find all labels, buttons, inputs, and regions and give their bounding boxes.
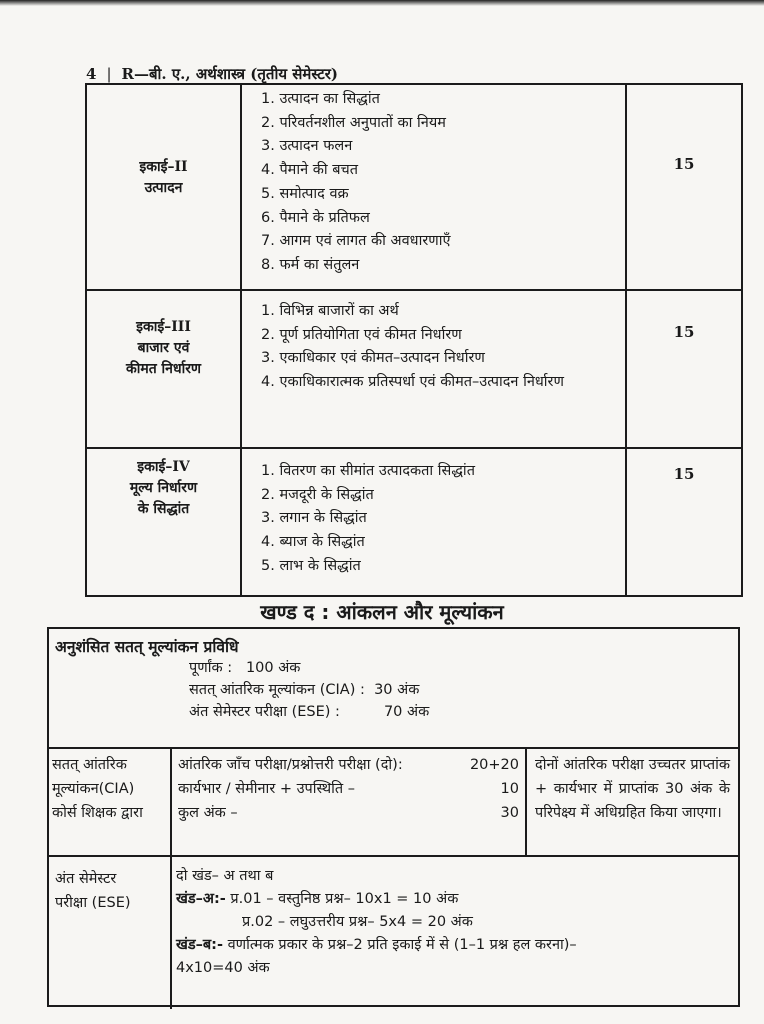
unit-credits: 15	[626, 448, 742, 596]
ese-details	[172, 857, 738, 1009]
cia-label-line: मूल्यांकन(CIA)	[52, 781, 135, 797]
assessment-title: अनुशंसित सतत् मूल्यांकन प्रविधि	[55, 638, 239, 656]
topic-item: 8. फर्म का संतुलन	[261, 256, 360, 273]
ese-line: प्र.02 – लघुउत्तरीय प्रश्न– 5x4 = 20 अंक	[242, 914, 473, 930]
cia-label	[49, 749, 172, 855]
unit-name-cell	[86, 448, 241, 596]
unit-number: इकाई–III	[136, 319, 191, 335]
marks-summary	[189, 657, 429, 723]
khand-b-text: वर्णात्मक प्रकार के प्रश्न–2 प्रति इकाई में से (1–1 प्रश्न हल करना)–	[227, 937, 577, 953]
khand-a-label: खंड–अ:-	[176, 891, 226, 907]
unit-title: के सिद्धांत	[137, 501, 190, 517]
ese-label-line: अंत सेमेस्टर	[55, 871, 117, 887]
cia-item-value: 30	[500, 805, 519, 821]
summary-value: 70 अंक	[383, 704, 430, 720]
summary-label: पूर्णांक :	[189, 660, 233, 676]
topic-item: 4. पैमाने की बचत	[261, 162, 359, 179]
unit-row-4	[86, 448, 742, 596]
cia-item	[178, 777, 519, 801]
unit-topics-cell	[241, 290, 626, 448]
unit-title: मूल्य निर्धारण	[129, 480, 198, 496]
ese-label	[49, 857, 172, 1009]
unit-name-cell	[86, 84, 241, 290]
ese-label-line: परीक्षा (ESE)	[55, 895, 131, 911]
summary-line	[189, 701, 429, 723]
page-edge-shadow	[0, 0, 764, 6]
cia-item-label: आंतरिक जाँच परीक्षा/प्रश्नोत्तरी परीक्षा (दो):	[178, 757, 403, 773]
cia-row	[49, 749, 738, 857]
unit-title: उत्पादन	[144, 180, 183, 196]
header-title: R—बी. ए., अर्थशास्त्र (तृतीय सेमेस्टर)	[121, 65, 339, 83]
topic-list	[243, 292, 624, 397]
topic-item: 2. मजदूरी के सिद्धांत	[261, 486, 374, 503]
summary-label: सतत् आंतरिक मूल्यांकन (CIA) :	[189, 682, 365, 698]
assessment-box	[47, 627, 740, 1007]
syllabus-table	[85, 83, 743, 597]
khand-b-label: खंड–ब:-	[176, 937, 223, 953]
unit-name-cell	[86, 290, 241, 448]
cia-note: दोनों आंतरिक परीक्षा उच्चतर प्राप्तांक + कार्यभार में प्राप्तांक 30 अंक के परिपेक्ष्य में अधिग्रहित किया जाएगा।	[535, 757, 730, 821]
topic-item: 4. ब्याज के सिद्धांत	[261, 534, 365, 551]
summary-value: 30 अंक	[374, 682, 420, 698]
unit-topics-cell	[241, 84, 626, 290]
topic-item: 1. वितरण का सीमांत उत्पादकता सिद्धांत	[261, 463, 475, 479]
section-heading: खण्ड द : आंकलन और मूल्यांकन	[260, 600, 504, 624]
topic-item: 3. एकाधिकार एवं कीमत–उत्पादन निर्धारण	[261, 350, 485, 367]
unit-topics-cell	[241, 448, 626, 596]
unit-credits: 15	[626, 84, 742, 290]
unit-credits: 15	[626, 290, 742, 448]
cia-item-label: कुल अंक –	[178, 805, 238, 821]
topic-item: 4. एकाधिकारात्मक प्रतिस्पर्धा एवं कीमत–उत्पादन निर्धारण	[261, 374, 564, 391]
unit-row-2	[86, 84, 742, 290]
cia-item	[178, 753, 519, 777]
summary-line	[189, 679, 429, 701]
header-separator: |	[106, 65, 112, 83]
summary-value: 100 अंक	[245, 660, 301, 676]
cia-items	[172, 749, 527, 855]
topic-item: 2. परिवर्तनशील अनुपातों का नियम	[261, 114, 446, 131]
cia-label-line: सतत् आंतरिक	[52, 757, 127, 773]
unit-title: कीमत निर्धारण	[125, 361, 202, 377]
topic-item: 2. पूर्ण प्रतियोगिता एवं कीमत निर्धारण	[261, 326, 462, 343]
unit-number: इकाई–II	[139, 159, 188, 175]
page-number: 4	[86, 65, 97, 83]
khand-a-q1: प्र.01 – वस्तुनिष्ठ प्रश्न– 10x1 = 10 अंक	[230, 891, 459, 907]
topic-item: 1. उत्पादन का सिद्धांत	[261, 91, 380, 107]
topic-item: 7. आगम एवं लागत की अवधारणाएँ	[261, 233, 451, 250]
topic-item: 1. विभिन्न बाजारों का अर्थ	[261, 303, 399, 319]
summary-line	[189, 657, 429, 679]
ese-line: 4x10=40 अंक	[176, 960, 270, 976]
assessment-summary	[49, 629, 738, 749]
cia-item-value: 20+20	[469, 757, 519, 773]
topic-item: 3. उत्पादन फलन	[261, 138, 353, 155]
topic-item: 6. पैमाने के प्रतिफल	[261, 209, 370, 226]
topic-item: 5. समोत्पाद वक्र	[261, 185, 349, 202]
summary-label: अंत सेमेस्टर परीक्षा (ESE) :	[189, 704, 340, 720]
ese-row	[49, 857, 738, 1009]
running-header	[86, 64, 338, 84]
unit-title: बाजार एवं	[137, 340, 190, 356]
ese-line	[176, 888, 734, 911]
topic-list	[243, 86, 624, 280]
cia-item	[178, 801, 519, 825]
cia-item-value: 10	[500, 781, 519, 797]
topic-list	[243, 450, 624, 581]
unit-number: इकाई–IV	[137, 459, 190, 475]
ese-line: दो खंड– अ तथा ब	[176, 868, 274, 884]
ese-line	[176, 934, 734, 957]
topic-item: 5. लाभ के सिद्धांत	[261, 557, 361, 574]
cia-item-label: कार्यभार / सेमीनार + उपस्थिति –	[178, 781, 356, 797]
cia-label-line: कोर्स शिक्षक द्वारा	[52, 805, 143, 821]
topic-item: 3. लगान के सिद्धांत	[261, 510, 367, 527]
unit-row-3	[86, 290, 742, 448]
